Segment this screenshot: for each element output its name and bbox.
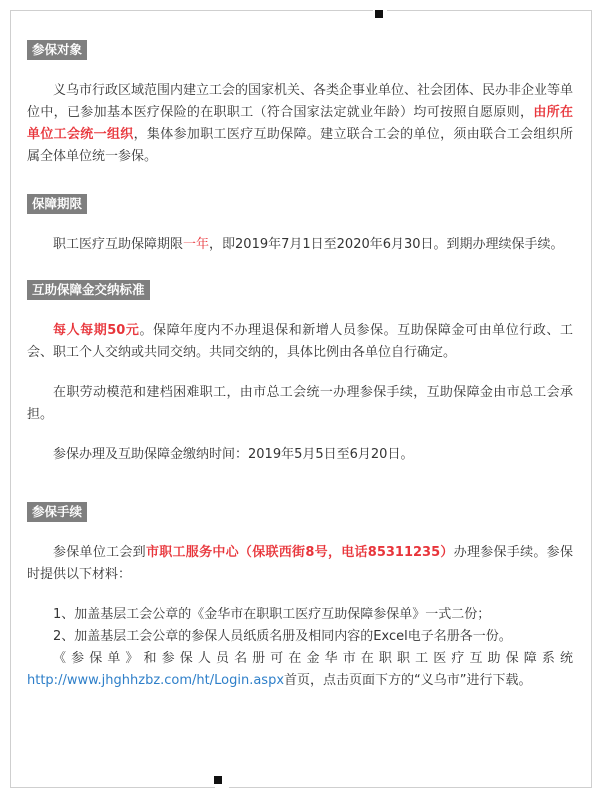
system-link[interactable]: http://www.jhghhzbz.com/ht/Login.aspx	[27, 673, 285, 688]
section-payment-standard	[27, 280, 573, 466]
bottom-square-ornament	[214, 776, 222, 784]
frame-top-border	[11, 10, 373, 11]
paragraph: 参保办理及互助保障金缴纳时间：2019年5月5日至6月20日。	[53, 447, 414, 462]
section-title: 参保手续	[27, 502, 87, 522]
frame-bottom-border-right	[229, 787, 591, 788]
section-title: 参保对象	[27, 40, 87, 60]
paragraph: 《参保单》和参保人员名册可在金华市在职职工医疗互助保障系统http://www.jhghhzbz.com/ht/Login.aspx首页，点击页面下方的“义乌市”进行下载。	[27, 651, 573, 688]
section-title: 保障期限	[27, 194, 87, 214]
list-item: 1、加盖基层工会公章的《金华市在职职工医疗互助保障参保单》一式二份；	[53, 607, 491, 622]
paragraph: 每人每期50元。保障年度内不办理退保和新增人员参保。互助保障金可由单位行政、工会、职工个人交纳或共同交纳。共同交纳的，具体比例由各单位自行确定。	[27, 323, 573, 360]
article-body	[27, 40, 573, 692]
top-square-ornament	[375, 10, 383, 18]
paragraph: 参保单位工会到市职工服务中心（保联西街8号，电话85311235）办理参保手续。参保时提供以下材料：	[27, 545, 573, 582]
highlight-text: 每人每期50元	[53, 323, 140, 338]
section-coverage-period	[27, 194, 573, 256]
highlight-text: 由所在单位工会统一组织	[27, 105, 573, 142]
paragraph: 义乌市行政区域范围内建立工会的国家机关、各类企事业单位、社会团体、民办非企业等单位中，已参加基本医疗保险的在职职工（符合国家法定就业年龄）均可按照自愿原则，由所在单位工会统一组织，集体参加职工医疗互助保障。建立联合工会的单位，须由联合工会组织所属全体单位统一参保。	[27, 83, 574, 164]
highlight-text: 一年	[183, 237, 210, 252]
list-item: 2、加盖基层工会公章的参保人员纸质名册及相同内容的Excel电子名册各一份。	[53, 629, 512, 644]
section-enrollment-target	[27, 40, 573, 168]
highlight-text: 市职工服务中心（保联西街8号，电话85311235）	[145, 545, 454, 560]
frame-top-border-right	[387, 10, 591, 11]
paragraph: 在职劳动模范和建档困难职工，由市总工会统一办理参保手续，互助保障金由市总工会承担。	[27, 385, 573, 422]
section-title: 互助保障金交纳标准	[27, 280, 150, 300]
frame-bottom-border	[11, 787, 215, 788]
paragraph: 职工医疗互助保障期限一年，即2019年7月1日至2020年6月30日。到期办理续保手续。	[53, 237, 564, 252]
section-enrollment-procedure	[27, 502, 573, 692]
